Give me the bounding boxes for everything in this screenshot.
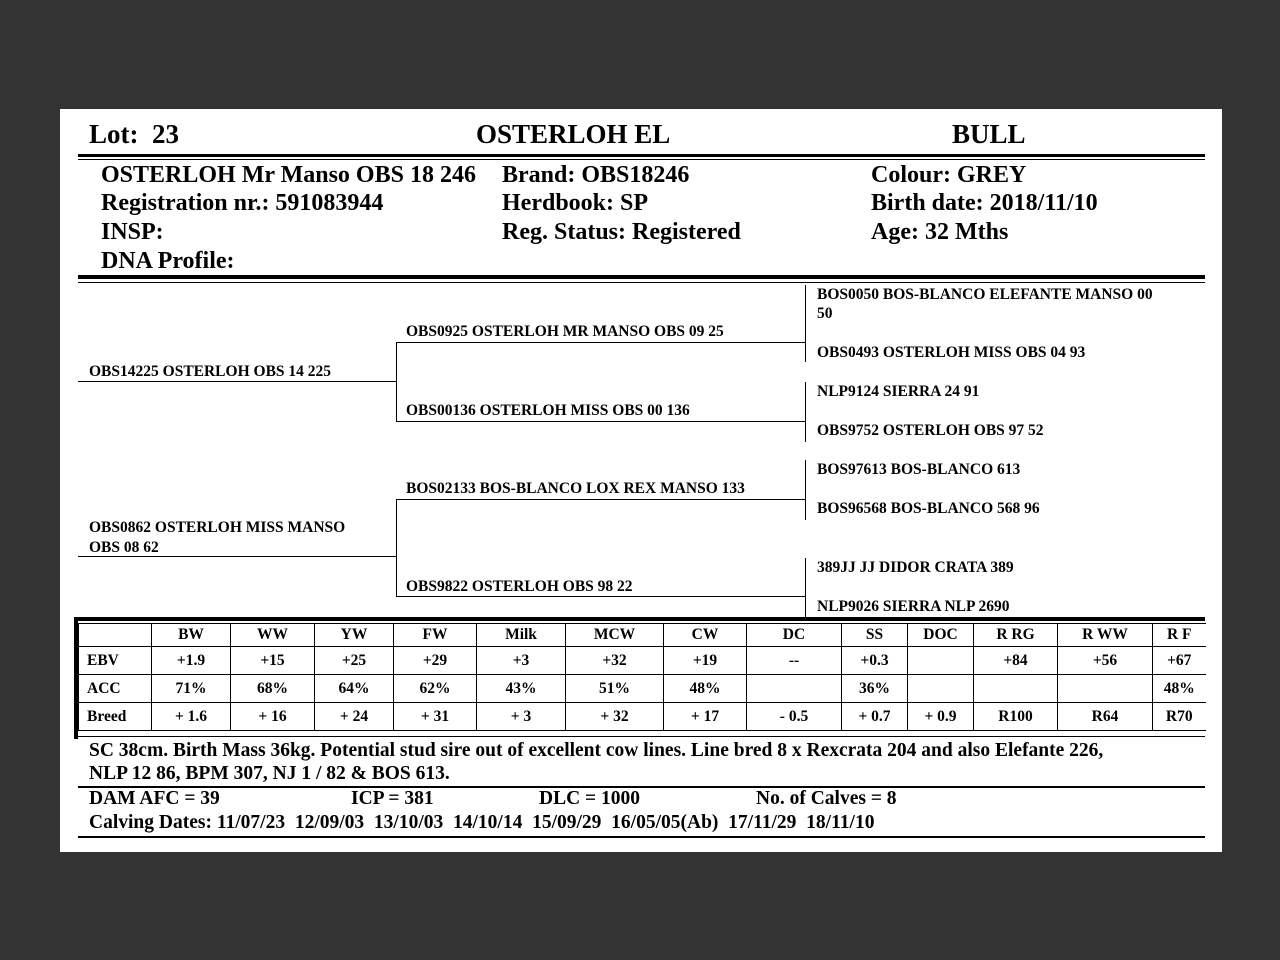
- breed-cell: + 17: [664, 703, 747, 731]
- info-rule-thick: [78, 275, 1205, 279]
- info-rule-thin: [78, 282, 1205, 283]
- sire-sire: OBS0925 OSTERLOH MR MANSO OBS 09 25: [406, 323, 724, 340]
- dam-afc: DAM AFC = 39: [89, 788, 220, 809]
- acc-cell: 68%: [231, 675, 315, 703]
- dam-dam: OBS9822 OSTERLOH OBS 98 22: [406, 578, 633, 595]
- ebv-table: [78, 623, 1206, 731]
- ebv-cell: +25: [315, 647, 394, 675]
- animal-name: OSTERLOH Mr Manso OBS 18 246: [101, 162, 476, 188]
- ebv-header-cell: R F: [1153, 624, 1206, 647]
- ss-sire-line-2: 50: [817, 305, 833, 322]
- ebv-header-cell: DOC: [908, 624, 974, 647]
- sire: OBS14225 OSTERLOH OBS 14 225: [89, 363, 332, 380]
- header-rule-thin: [78, 159, 1205, 160]
- sire-line: [78, 381, 396, 382]
- ebv-cell: +1.9: [152, 647, 231, 675]
- breed-cell: R64: [1058, 703, 1153, 731]
- ebv-cell: +3: [477, 647, 566, 675]
- row-label: ACC: [79, 675, 152, 703]
- animal-sex: BULL: [952, 119, 1026, 149]
- herdbook: Herdbook: SP: [502, 190, 649, 216]
- ebv-cell: +19: [664, 647, 747, 675]
- ebv-cell: +15: [231, 647, 315, 675]
- acc-cell: [1058, 675, 1153, 703]
- dd-line: [396, 596, 805, 597]
- ebv-cell: +67: [1153, 647, 1206, 675]
- animal-title: OSTERLOH EL: [476, 119, 671, 149]
- ebv-header-cell: FW: [394, 624, 477, 647]
- acc-cell: 51%: [566, 675, 664, 703]
- ebv-cell: +84: [974, 647, 1058, 675]
- breed-cell: + 32: [566, 703, 664, 731]
- ebv-row: [79, 647, 1206, 675]
- registration-status: Reg. Status: Registered: [502, 219, 741, 245]
- row-label: Breed: [79, 703, 152, 731]
- dam-bracket: [396, 499, 397, 596]
- lot-card: [60, 109, 1222, 852]
- insp-label: INSP:: [101, 219, 164, 245]
- sire-dam: OBS00136 OSTERLOH MISS OBS 00 136: [406, 402, 690, 419]
- dam-line-2: OBS 08 62: [89, 539, 159, 556]
- ds-dam: BOS96568 BOS-BLANCO 568 96: [817, 500, 1040, 517]
- breed-cell: + 24: [315, 703, 394, 731]
- ebv-header-cell: R WW: [1058, 624, 1153, 647]
- ss-sire-line-1: BOS0050 BOS-BLANCO ELEFANTE MANSO 00: [817, 286, 1153, 303]
- acc-row: [79, 675, 1206, 703]
- acc-cell: 62%: [394, 675, 477, 703]
- ebv-header-cell: BW: [152, 624, 231, 647]
- sd-line: [396, 421, 805, 422]
- ebv-header-cell: YW: [315, 624, 394, 647]
- ebv-header-cell: R RG: [974, 624, 1058, 647]
- sd-bracket: [805, 382, 806, 442]
- dlc: DLC = 1000: [539, 788, 641, 809]
- notes-line-1: SC 38cm. Birth Mass 36kg. Potential stud sire out of excellent cow lines. Line bred 8 x Rexcrata 204 and also Elefante 226,: [89, 740, 1104, 761]
- sd-dam: OBS9752 OSTERLOH OBS 97 52: [817, 422, 1044, 439]
- brand: Brand: OBS18246: [502, 162, 690, 188]
- ebv-header-cell: SS: [842, 624, 908, 647]
- number-of-calves: No. of Calves = 8: [756, 788, 897, 809]
- acc-cell: [747, 675, 842, 703]
- age: Age: 32 Mths: [871, 219, 1009, 245]
- ds-line: [396, 499, 805, 500]
- lot-label: Lot:: [89, 119, 139, 149]
- ebv-header-cell: WW: [231, 624, 315, 647]
- ds-sire: BOS97613 BOS-BLANCO 613: [817, 461, 1021, 478]
- ss-line: [396, 342, 805, 343]
- ebv-header-cell: [79, 624, 152, 647]
- bottom-rule: [78, 836, 1205, 838]
- breed-row: [79, 703, 1206, 731]
- notes-rule: [78, 736, 1205, 737]
- acc-cell: [908, 675, 974, 703]
- ebv-header-cell: CW: [664, 624, 747, 647]
- lot-value: 23: [152, 119, 179, 149]
- dd-dam: NLP9026 SIERRA NLP 2690: [817, 598, 1010, 615]
- lot-number: [89, 119, 179, 150]
- dam-line-1: OBS0862 OSTERLOH MISS MANSO: [89, 519, 346, 536]
- sd-sire: NLP9124 SIERRA 24 91: [817, 383, 980, 400]
- acc-cell: 36%: [842, 675, 908, 703]
- dna-profile-label: DNA Profile:: [101, 248, 235, 274]
- breed-cell: + 0.7: [842, 703, 908, 731]
- ss-bracket: [805, 285, 806, 362]
- notes-line-2: NLP 12 86, BPM 307, NJ 1 / 82 & BOS 613.: [89, 763, 450, 784]
- ebv-cell: +32: [566, 647, 664, 675]
- breed-cell: + 3: [477, 703, 566, 731]
- breed-cell: R100: [974, 703, 1058, 731]
- icp: ICP = 381: [351, 788, 434, 809]
- ds-bracket: [805, 460, 806, 520]
- ebv-header-row: [79, 624, 1206, 647]
- calving-dates: Calving Dates: 11/07/23 12/09/03 13/10/03 14/10/14 15/09/29 16/05/05(Ab) 17/11/29 18/11/10: [89, 812, 875, 833]
- breed-cell: R70: [1153, 703, 1206, 731]
- ebv-header-cell: DC: [747, 624, 842, 647]
- birth-date: Birth date: 2018/11/10: [871, 190, 1098, 216]
- footer-rule: [78, 786, 1205, 788]
- header-rule-thick: [78, 154, 1205, 157]
- ss-dam: OBS0493 OSTERLOH MISS OBS 04 93: [817, 344, 1086, 361]
- acc-cell: 71%: [152, 675, 231, 703]
- acc-cell: 48%: [1153, 675, 1206, 703]
- acc-cell: 64%: [315, 675, 394, 703]
- registration-number: Registration nr.: 591083944: [101, 190, 384, 216]
- ebv-header-cell: MCW: [566, 624, 664, 647]
- breed-cell: - 0.5: [747, 703, 842, 731]
- ebv-cell: --: [747, 647, 842, 675]
- breed-cell: + 1.6: [152, 703, 231, 731]
- dd-sire: 389JJ JJ DIDOR CRATA 389: [817, 559, 1014, 576]
- acc-cell: [974, 675, 1058, 703]
- colour: Colour: GREY: [871, 162, 1027, 188]
- dam-sire: BOS02133 BOS-BLANCO LOX REX MANSO 133: [406, 480, 745, 497]
- ebv-header-cell: Milk: [477, 624, 566, 647]
- breed-cell: + 31: [394, 703, 477, 731]
- dd-bracket: [805, 558, 806, 618]
- ebv-rule-thick: [78, 617, 1205, 621]
- ebv-cell: [908, 647, 974, 675]
- ebv-cell: +0.3: [842, 647, 908, 675]
- breed-cell: + 16: [231, 703, 315, 731]
- ebv-cell: +29: [394, 647, 477, 675]
- breed-cell: + 0.9: [908, 703, 974, 731]
- acc-cell: 48%: [664, 675, 747, 703]
- row-label: EBV: [79, 647, 152, 675]
- ebv-cell: +56: [1058, 647, 1153, 675]
- sire-bracket: [396, 342, 397, 422]
- acc-cell: 43%: [477, 675, 566, 703]
